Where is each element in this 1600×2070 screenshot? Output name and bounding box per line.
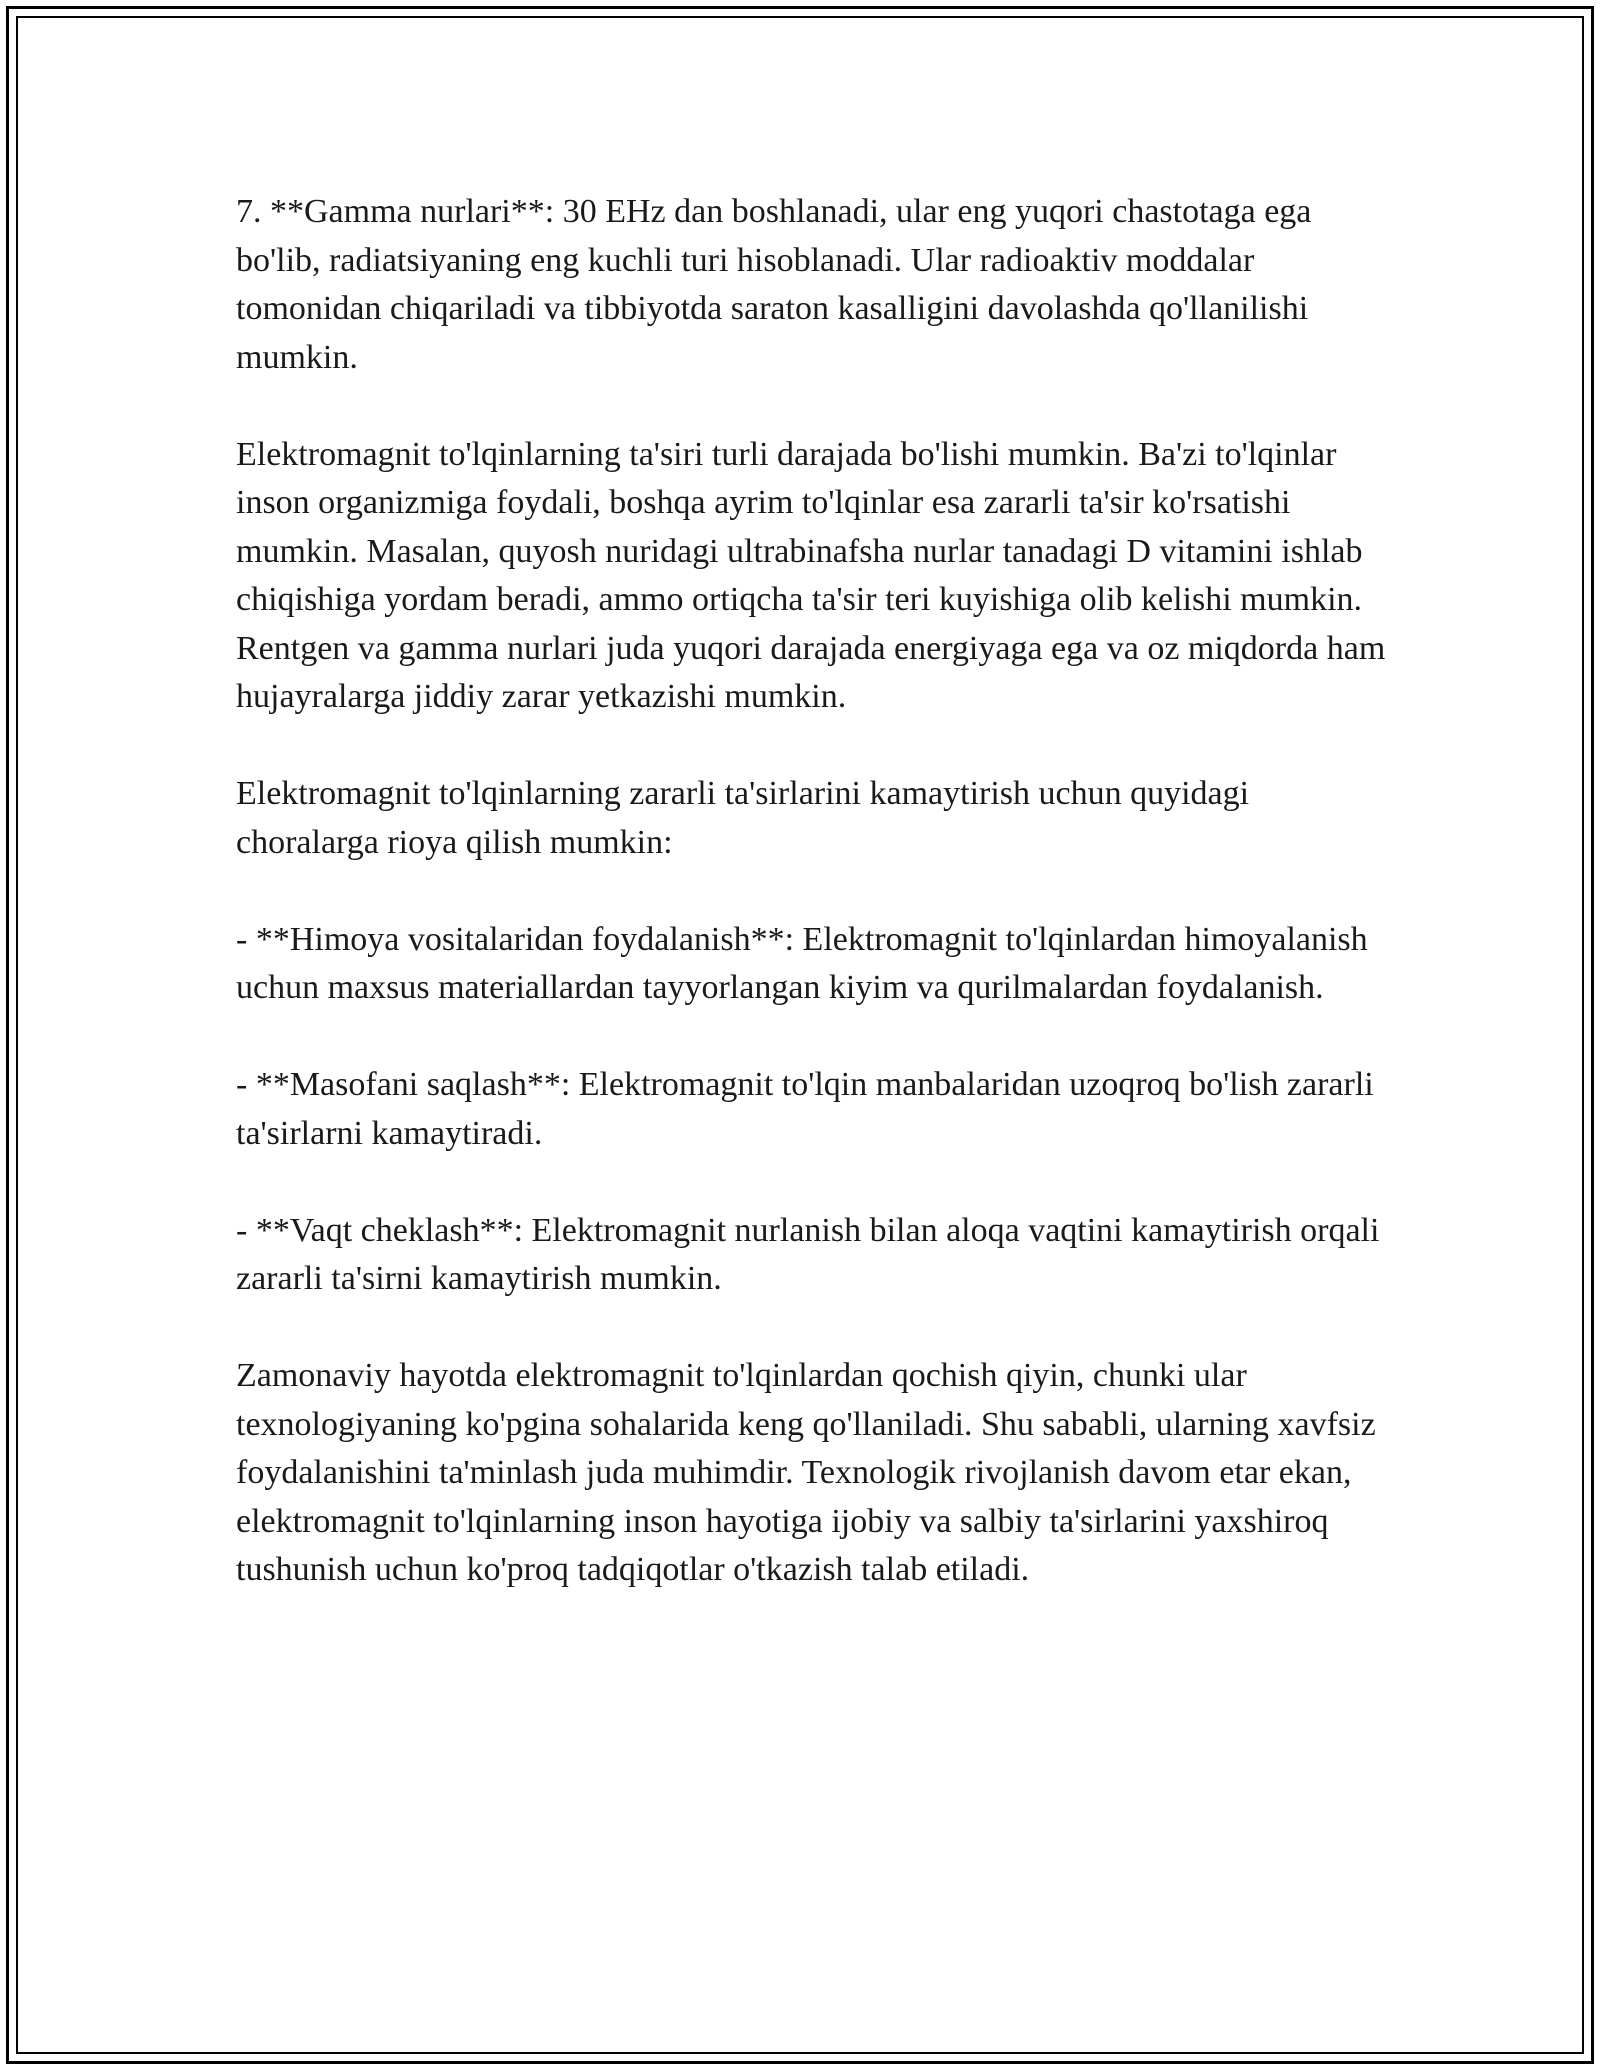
list-item-time-limit: - **Vaqt cheklash**: Elektromagnit nurlanish bilan aloqa vaqtini kamaytirish orqali zararli ta'sirni kamaytirish mumkin. [236, 1211, 1380, 1297]
paragraph-measures-intro: Elektromagnit to'lqinlarning zararli ta'sirlarini kamaytirish uchun quyidagi choralarga rioya qilish mumkin: [236, 775, 1250, 861]
paragraph-gamma-rays: 7. **Gamma nurlari**: 30 EHz dan boshlanadi, ular eng yuqori chastotaga ega bo'lib, radiatsiyaning eng kuchli turi hisoblanadi. Ular radioaktiv moddalar tomonidan chiqariladi va tibbiyotda saraton kasalligini davolashda qo'llanilishi mumkin. [236, 193, 1312, 376]
list-item-protection: - **Himoya vositalaridan foydalanish**: Elektromagnit to'lqinlardan himoyalanish uchun maxsus materiallardan tayyorlangan kiyim va qurilmalardan foydalanish. [236, 920, 1368, 1006]
paragraph-effects: Elektromagnit to'lqinlarning ta'siri turli darajada bo'lishi mumkin. Ba'zi to'lqinlar inson organizmiga foydali, boshqa ayrim to'lqinlar esa zararli ta'sir ko'rsatishi mumkin. Masalan, quyosh nuridagi ultrabinafsha nurlar tanadagi D vitamini ishlab chiqishiga yordam beradi, ammo ortiqcha ta'sir teri kuyishiga olib kelishi mumkin. Rentgen va gamma nurlari juda yuqori darajada energiyaga ega va oz miqdorda ham hujayralarga jiddiy zarar yetkazishi mumkin. [236, 435, 1386, 715]
paragraph-conclusion: Zamonaviy hayotda elektromagnit to'lqinlardan qochish qiyin, chunki ular texnologiyaning ko'pgina sohalarida keng qo'llaniladi. Shu sababli, ularning xavfsiz foydalanishini ta'minlash juda muhimdir. Texnologik rivojlanish davom etar ekan, elektromagnit to'lqinlarning inson hayotiga ijobiy va salbiy ta'sirlarini yaxshiroq tushunish uchun ko'proq tadqiqotlar o'tkazish talab etiladi. [236, 1357, 1376, 1588]
list-item-distance: - **Masofani saqlash**: Elektromagnit to'lqin manbalaridan uzoqroq bo'lish zararli ta'sirlarni kamaytiradi. [236, 1066, 1374, 1152]
document-body [236, 188, 1386, 1595]
